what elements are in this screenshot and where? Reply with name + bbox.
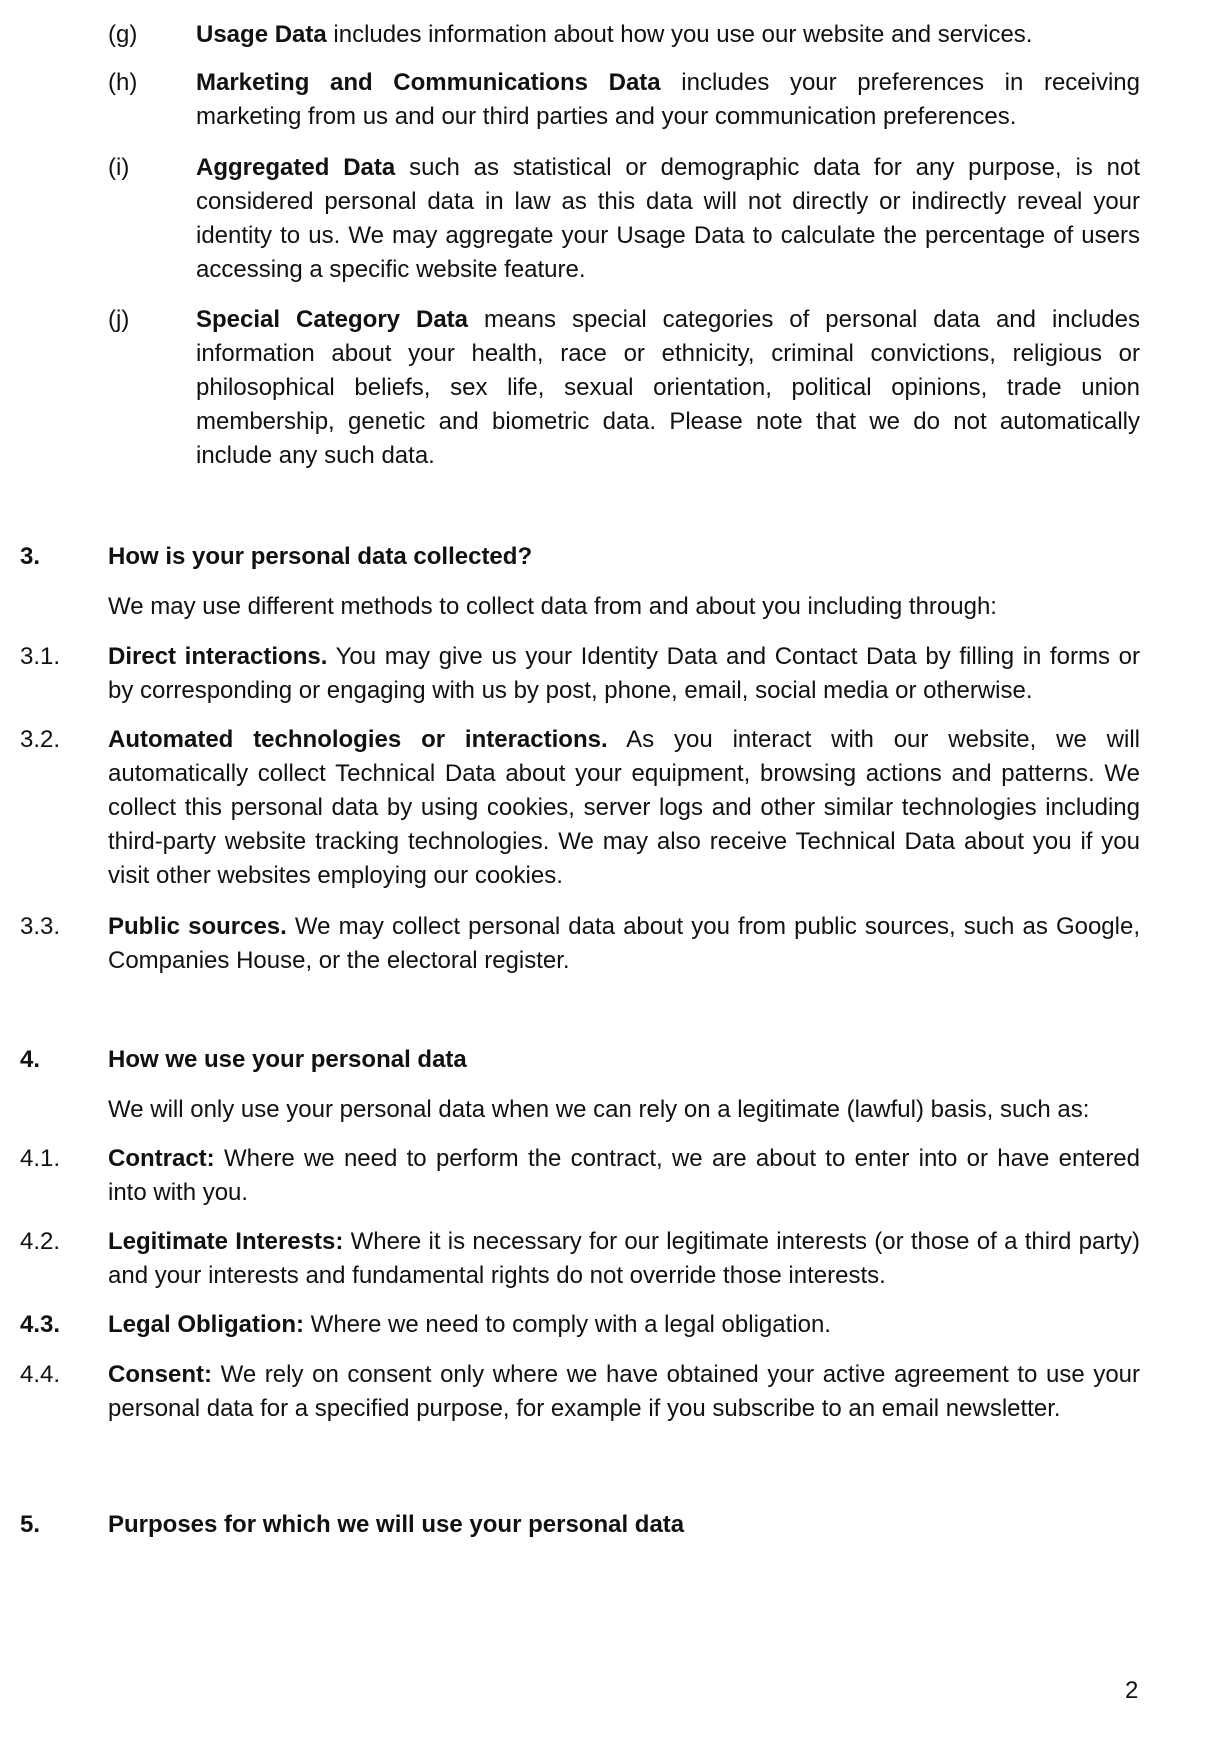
- clause-paragraph: [108, 723, 1140, 893]
- clause-paragraph: [108, 910, 1140, 978]
- subitem-paragraph: [196, 303, 1140, 473]
- clause-text: Where we need to perform the contract, we are about to enter into or have entered into with you.: [108, 1145, 1140, 1206]
- section-heading: How we use your personal data: [108, 1046, 467, 1073]
- clause-text: Where it is necessary for our legitimate interests (or those of a third party) and your interests and fundamental rights do not override those interests.: [108, 1228, 1140, 1289]
- subitem-label: (j): [108, 306, 130, 333]
- subitem-text: includes information about how you use our website and services.: [326, 21, 1033, 48]
- section-intro: We may use different methods to collect data from and about you including through:: [108, 593, 997, 620]
- clause-term: Contract:: [108, 1145, 215, 1172]
- subitem-paragraph: [196, 66, 1140, 134]
- section-number: 4.: [20, 1046, 41, 1073]
- subitem-text: means special categories of personal data and includes information about your health, race or ethnicity, criminal convictions, religious or philosophical beliefs, sex life, sexual orientation, political opinions, trade union membership, genetic and biometric data. Please note that we do not automatically include any such data.: [196, 306, 1141, 469]
- section-number: 3.: [20, 543, 41, 570]
- subitem-term: Marketing and Communications Data: [196, 69, 661, 96]
- clause-paragraph: [108, 1358, 1140, 1426]
- clause-term: Consent:: [108, 1361, 212, 1388]
- subitem-label: (i): [108, 154, 130, 181]
- section-number: 5.: [20, 1511, 41, 1538]
- clause-text: As you interact with our website, we will automatically collect Technical Data about your equipment, browsing actions and patterns. We collect this personal data by using cookies, server logs and other similar technologies including third-party website tracking technologies. We may also receive Technical Data about you if you visit other websites employing our cookies.: [108, 726, 1141, 889]
- subitem-paragraph: [196, 151, 1140, 287]
- section-intro: We will only use your personal data when we can rely on a legitimate (lawful) basis, such as:: [108, 1096, 1090, 1123]
- clause-number: 4.4.: [20, 1361, 61, 1388]
- subitem-term: Usage Data: [196, 21, 327, 48]
- clause-term: Public sources.: [108, 913, 287, 940]
- subitem-paragraph: [196, 18, 1140, 52]
- subitem-term: Aggregated Data: [196, 154, 396, 181]
- clause-text: We may collect personal data about you from public sources, such as Google, Companies House, or the electoral register.: [108, 913, 1140, 974]
- clause-number: 3.3.: [20, 913, 61, 940]
- clause-term: Direct interactions.: [108, 643, 328, 670]
- clause-paragraph: [108, 640, 1140, 708]
- subitem-term: Special Category Data: [196, 306, 469, 333]
- subitem-label: (h): [108, 69, 138, 96]
- page-number: 2: [1125, 1677, 1139, 1704]
- clause-number: 4.2.: [20, 1228, 61, 1255]
- section-heading: Purposes for which we will use your personal data: [108, 1511, 685, 1538]
- clause-term: Automated technologies or interactions.: [108, 726, 608, 753]
- clause-text: You may give us your Identity Data and Contact Data by filling in forms or by corresponding or engaging with us by post, phone, email, social media or otherwise.: [108, 643, 1140, 704]
- section-heading: How is your personal data collected?: [108, 543, 533, 570]
- subitem-text: such as statistical or demographic data for any purpose, is not considered personal data in law as this data will not directly or indirectly reveal your identity to us. We may aggregate your Usage Data to calculate the percentage of users accessing a specific website feature.: [196, 154, 1140, 283]
- clause-text: Where we need to comply with a legal obligation.: [304, 1311, 831, 1338]
- clause-text: We rely on consent only where we have obtained your active agreement to use your personal data for a specified purpose, for example if you subscribe to an email newsletter.: [108, 1361, 1140, 1422]
- subitem-text: includes your preferences in receiving marketing from us and our third parties and your communication preferences.: [196, 69, 1140, 130]
- clause-paragraph: [108, 1142, 1140, 1210]
- clause-number: 4.3.: [20, 1311, 61, 1338]
- clause-term: Legitimate Interests:: [108, 1228, 344, 1255]
- clause-term: Legal Obligation:: [108, 1311, 304, 1338]
- clause-number: 3.1.: [20, 643, 61, 670]
- clause-paragraph: [108, 1308, 1140, 1342]
- subitem-label: (g): [108, 21, 138, 48]
- clause-number: 3.2.: [20, 726, 61, 753]
- clause-number: 4.1.: [20, 1145, 61, 1172]
- clause-paragraph: [108, 1225, 1140, 1293]
